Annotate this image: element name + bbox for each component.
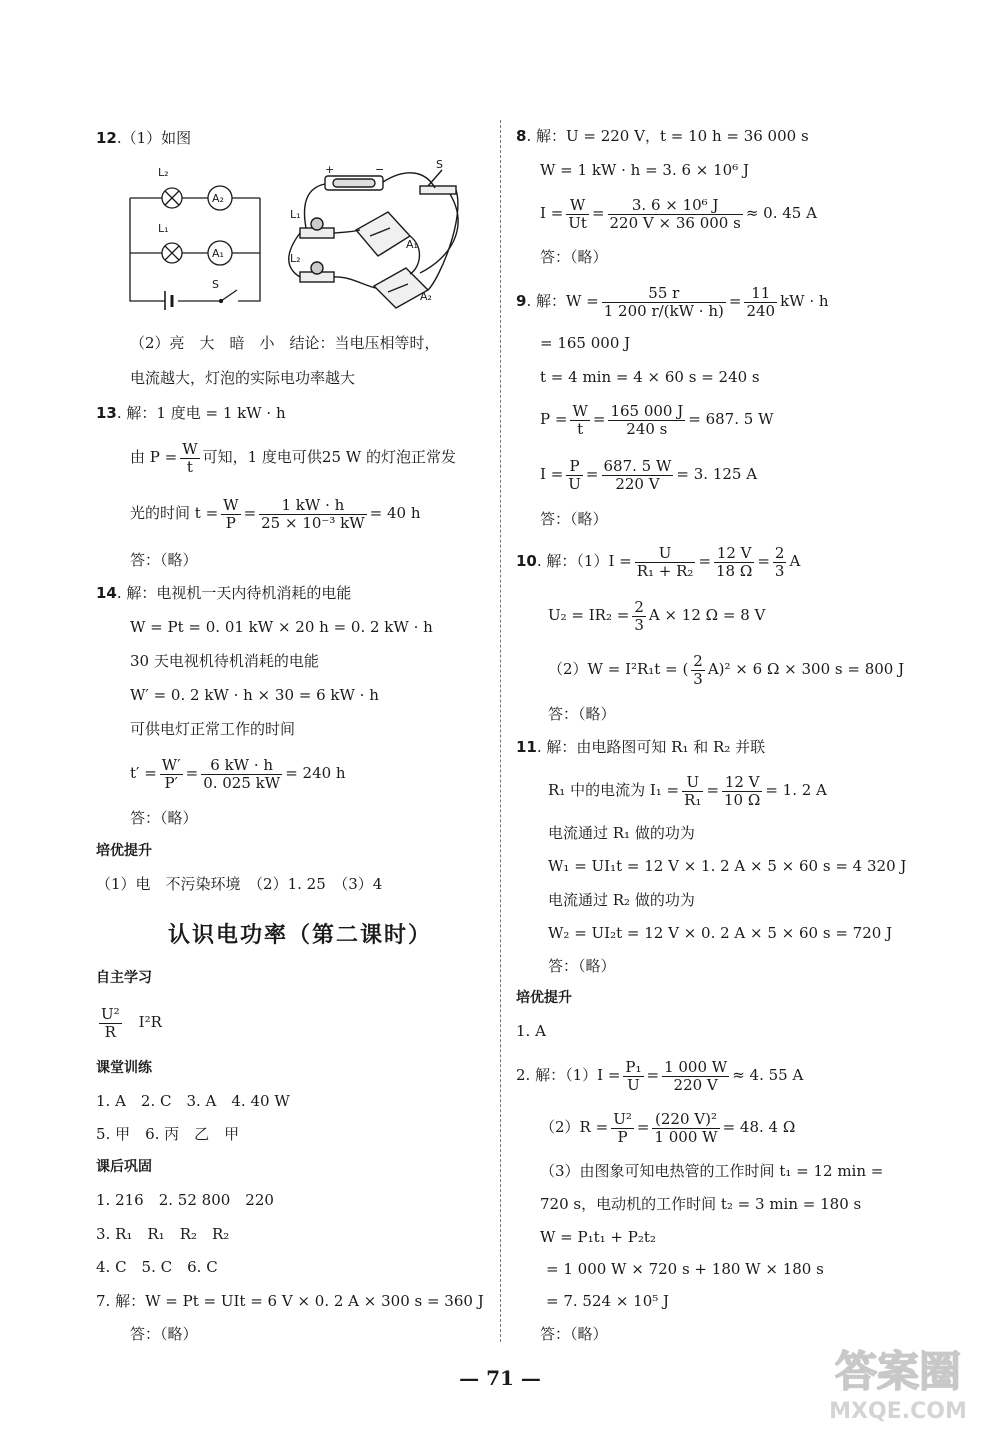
num: W: [566, 197, 589, 215]
schematic: [130, 186, 260, 310]
q14-line1: [96, 583, 351, 603]
q10-line3: [548, 650, 904, 688]
q13-text3a: 光的时间 t =: [130, 504, 219, 522]
zizhu-i2r: I²R: [138, 1013, 162, 1031]
num: 1 kW · h: [259, 497, 366, 515]
label-l1: L₁: [158, 222, 169, 235]
q8-text1: . 解：U = 220 V，t = 10 h = 36 000 s: [526, 127, 809, 145]
q13-frac2: [221, 497, 240, 532]
q10-unit: A: [789, 552, 801, 570]
label-bl2: L₂: [290, 252, 301, 265]
q10-line1: [516, 542, 800, 580]
q11-line5: 电流通过 R₂ 做的功为: [548, 891, 695, 909]
q9-text4a: P =: [540, 410, 568, 428]
q9-line1: [516, 282, 829, 320]
den: R₁ + R₂: [636, 561, 694, 580]
label-a2: A₂: [212, 192, 224, 205]
num: W: [182, 439, 198, 458]
label-s: S: [212, 278, 219, 291]
kehou-answer: 答：（略）: [130, 1325, 198, 1343]
p2-frac2: [662, 1059, 729, 1094]
q14-text1: . 解：电视机一天内待机消耗的电能: [116, 584, 352, 602]
den: U: [627, 1075, 640, 1094]
q11-text2a: R₁ 中的电流为 I₁ =: [548, 781, 680, 799]
q9-answer: 答：（略）: [540, 510, 608, 528]
q12-part2: （2）亮 大 暗 小 结论：当电压相等时，: [130, 334, 440, 352]
q11-line1: [516, 737, 765, 757]
q8-number: 8: [516, 127, 527, 145]
q8-frac2: [608, 197, 743, 232]
num: W′: [161, 755, 181, 774]
q13-text1: . 解：1 度电 = 1 kW · h: [116, 404, 286, 422]
q13-line3: [130, 494, 420, 532]
p2-frac4: [652, 1111, 719, 1146]
kehou-heading: 课后巩固: [96, 1159, 152, 1175]
den: 3: [634, 615, 644, 634]
label-a1: A₁: [212, 247, 224, 260]
zizhu-frac: [99, 1006, 122, 1041]
q10-number: 10: [516, 552, 537, 570]
q12-conclusion: 电流越大，灯泡的实际电功率越大: [130, 369, 356, 387]
den: R₁: [684, 790, 702, 809]
wiring-drawing: [289, 170, 458, 308]
q11-line2: [548, 771, 827, 809]
label-sb: S: [436, 158, 443, 171]
q8-line2: W = 1 kW · h = 3. 6 × 10⁶ J: [540, 161, 750, 179]
column-divider: [500, 120, 501, 1342]
zizhu-answer: [96, 1002, 162, 1042]
p2-text3a: （2）R =: [540, 1118, 609, 1136]
q14-frac1: [160, 757, 183, 792]
q13-text2b: 可知，1 度电可供25 W 的灯泡正常发: [202, 448, 456, 466]
num: 11: [744, 285, 777, 303]
den: t: [186, 457, 193, 476]
q10-line2: [548, 596, 765, 634]
num: P₁: [625, 1057, 642, 1076]
eq: =: [591, 204, 605, 222]
q13-frac1: [180, 441, 199, 476]
q8-text3a: I =: [540, 204, 564, 222]
eq: =: [757, 552, 770, 570]
label-l2: L₂: [158, 166, 169, 179]
den: 220 V: [615, 474, 660, 493]
den: 0. 025 kW: [203, 773, 281, 792]
q10-frac5: [691, 653, 705, 688]
q9-line5: [540, 455, 757, 493]
q13-line2: [130, 438, 456, 476]
ketang-line2: 5. 甲 6. 丙 乙 甲: [96, 1125, 240, 1143]
den: Ut: [568, 213, 587, 232]
watermark-logo: [808, 1336, 988, 1426]
q9-number: 9: [516, 292, 527, 310]
num: 12 V: [714, 545, 754, 563]
num: (220 V)²: [652, 1111, 719, 1129]
num: 2: [693, 651, 703, 670]
den: P: [617, 1127, 628, 1146]
q12-part1: .（1）如图: [116, 129, 192, 147]
p2-frac3: [611, 1111, 634, 1146]
num: U: [682, 774, 703, 792]
q14-line4: W′ = 0. 2 kW · h × 30 = 6 kW · h: [130, 686, 379, 704]
q13-text2a: 由 P =: [130, 448, 178, 466]
kehou-line3: 4. C 5. C 6. C: [96, 1258, 218, 1276]
q13-answer: 答：（略）: [130, 551, 198, 569]
q9-line3: t = 4 min = 4 × 60 s = 240 s: [540, 368, 760, 386]
q8-line3: [540, 194, 817, 232]
peiyou-right-line2: [516, 1056, 803, 1094]
kehou-line4: 7. 解：W = Pt = UIt = 6 V × 0. 2 A × 300 s = 360 J: [96, 1292, 484, 1310]
p2-current: ≈ 4. 55 A: [732, 1066, 804, 1084]
den: P: [225, 513, 236, 532]
peiyou-right-line3: [540, 1108, 795, 1146]
num: 2: [634, 597, 644, 616]
q9-frac4: [608, 403, 685, 438]
q12-number: 12: [96, 129, 117, 147]
den: R: [104, 1022, 116, 1041]
den: 25 × 10⁻³ kW: [261, 513, 365, 532]
num: W: [223, 495, 239, 514]
q9-line4: [540, 400, 773, 438]
q8-result: ≈ 0. 45 A: [745, 204, 817, 222]
q14-line3: 30 天电视机待机消耗的电能: [130, 652, 319, 670]
num: P: [566, 458, 583, 476]
den: 240 s: [626, 419, 668, 438]
q13-result: = 40 h: [369, 504, 421, 522]
q11-frac2: [722, 774, 762, 809]
q9-unit: kW · h: [780, 292, 829, 310]
num: 165 000 J: [610, 401, 684, 420]
peiyou-right-line7: = 1 000 W × 720 s + 180 W × 180 s: [546, 1260, 824, 1278]
num: 55 r: [602, 285, 726, 303]
q11-current: = 1. 2 A: [765, 781, 827, 799]
q13-number: 13: [96, 404, 117, 422]
num: 2: [774, 543, 785, 562]
section-title: 认识电功率（第二课时）: [168, 922, 433, 948]
den: 240: [746, 301, 776, 320]
watermark-text-cn: 答案圈: [834, 1347, 962, 1396]
den: 10 Ω: [724, 790, 761, 809]
q9-line2: = 165 000 J: [540, 334, 631, 352]
q14-result: = 240 h: [285, 764, 346, 782]
q9-frac6: [602, 458, 674, 493]
label-ba2: A₂: [420, 290, 432, 303]
q11-line4: W₁ = UI₁t = 12 V × 1. 2 A × 5 × 60 s = 4 320 J: [548, 857, 907, 875]
peiyou-heading-right: 培优提升: [516, 990, 572, 1006]
eq: =: [646, 1066, 660, 1084]
den: t: [577, 419, 584, 438]
label-bl1: L₁: [290, 208, 301, 221]
peiyou-right-line4: （3）由图象可知电热管的工作时间 t₁ = 12 min =: [540, 1162, 884, 1180]
q9-frac3: [570, 403, 589, 438]
eq: =: [636, 1118, 650, 1136]
q9-frac1: [602, 285, 726, 320]
page-number: — 71 —: [459, 1366, 541, 1390]
ketang-line1: 1. A 2. C 3. A 4. 40 W: [96, 1092, 290, 1110]
q14-text6a: t′ =: [130, 764, 157, 782]
peiyou-right-line6: W = P₁t₁ + P₂t₂: [540, 1228, 656, 1246]
circuit-diagram: [120, 158, 470, 310]
peiyou-right-line1: 1. A: [516, 1022, 546, 1040]
eq: =: [706, 781, 720, 799]
q8-line1: [516, 126, 809, 146]
q11-text1: . 解：由电路图可知 R₁ 和 R₂ 并联: [536, 738, 766, 756]
den: 1 000 W: [654, 1127, 718, 1146]
den: 220 V × 36 000 s: [609, 213, 741, 232]
q9-text1a: . 解：W =: [526, 292, 599, 310]
num: U²: [613, 1109, 632, 1128]
q10-frac4: [632, 599, 646, 634]
q10-frac1: [635, 545, 696, 580]
label-minus: −: [375, 163, 385, 176]
den: P′: [164, 773, 178, 792]
q9-frac5: [566, 458, 583, 493]
eq: =: [185, 764, 199, 782]
eq: =: [243, 504, 257, 522]
eq: =: [698, 552, 712, 570]
q13-line1: [96, 403, 286, 423]
eq: =: [585, 465, 599, 483]
peiyou-right-answer: 答：（略）: [540, 1325, 608, 1343]
q14-frac2: [201, 757, 282, 792]
q12-line1: [96, 128, 191, 148]
q14-line6: [130, 754, 346, 792]
num: 12 V: [722, 774, 762, 792]
zizhu-heading: 自主学习: [96, 970, 152, 986]
q9-current: = 3. 125 A: [676, 465, 758, 483]
q14-number: 14: [96, 584, 117, 602]
den: 3: [693, 669, 703, 688]
label-plus: +: [325, 163, 335, 176]
num: 1 000 W: [664, 1057, 728, 1076]
q14-line5: 可供电灯正常工作的时间: [130, 720, 296, 738]
q11-answer: 答：（略）: [548, 957, 616, 975]
q9-frac2: [744, 285, 777, 320]
q11-number: 11: [516, 738, 537, 756]
q9-text5a: I =: [540, 465, 564, 483]
p2-text2a: 2. 解：（1）I =: [516, 1066, 621, 1084]
q11-frac1: [682, 774, 703, 809]
p2-frac1: [623, 1059, 643, 1094]
eq: =: [728, 292, 742, 310]
q10-frac2: [714, 545, 754, 580]
den: 3: [774, 561, 785, 580]
den: U: [568, 474, 581, 493]
den: 18 Ω: [716, 561, 753, 580]
num: U: [635, 545, 696, 563]
num: U²: [101, 1004, 120, 1023]
den: 220 V: [673, 1075, 718, 1094]
q8-frac1: [566, 197, 589, 232]
q14-answer: 答：（略）: [130, 809, 198, 827]
q10-frac3: [773, 545, 787, 580]
den: 1 200 r/(kW · h): [603, 301, 724, 320]
kehou-line2: 3. R₁ R₁ R₂ R₂: [96, 1225, 230, 1243]
eq: =: [592, 410, 606, 428]
q10-text3f: A)² × 6 Ω × 300 s = 800 J: [707, 660, 905, 678]
num: 687. 5 W: [603, 456, 672, 475]
peiyou-right-line8: = 7. 524 × 10⁵ J: [546, 1292, 670, 1310]
peiyou-heading-left: 培优提升: [96, 843, 152, 859]
q10-text2f: A × 12 Ω = 8 V: [648, 606, 766, 624]
num: 3. 6 × 10⁶ J: [608, 197, 743, 215]
q10-text3a: （2）W = I²R₁t = (: [548, 660, 689, 678]
q10-answer: 答：（略）: [548, 705, 616, 723]
peiyou-answer-left: （1）电 不污染环境 （2）1. 25 （3）4: [96, 875, 383, 893]
q10-text2a: U₂ = IR₂ =: [548, 606, 630, 624]
q9-power: = 687. 5 W: [688, 410, 774, 428]
q13-frac3: [259, 497, 366, 532]
peiyou-right-line5: 720 s，电动机的工作时间 t₂ = 3 min = 180 s: [540, 1195, 862, 1213]
label-ba1: A₁: [406, 238, 418, 251]
num: 6 kW · h: [201, 757, 282, 775]
q11-line3: 电流通过 R₁ 做的功为: [548, 824, 695, 842]
q14-line2: W = Pt = 0. 01 kW × 20 h = 0. 2 kW · h: [130, 618, 433, 636]
kehou-line1: 1. 216 2. 52 800 220: [96, 1191, 274, 1209]
watermark-text-en: MXQE.COM: [829, 1399, 967, 1424]
q10-text1a: . 解：（1）I =: [536, 552, 632, 570]
q8-answer: 答：（略）: [540, 248, 608, 266]
num: W: [572, 401, 588, 420]
ketang-heading: 课堂训练: [96, 1060, 152, 1076]
p2-resistance: = 48. 4 Ω: [722, 1118, 796, 1136]
q11-line6: W₂ = UI₂t = 12 V × 0. 2 A × 5 × 60 s = 720 J: [548, 924, 893, 942]
